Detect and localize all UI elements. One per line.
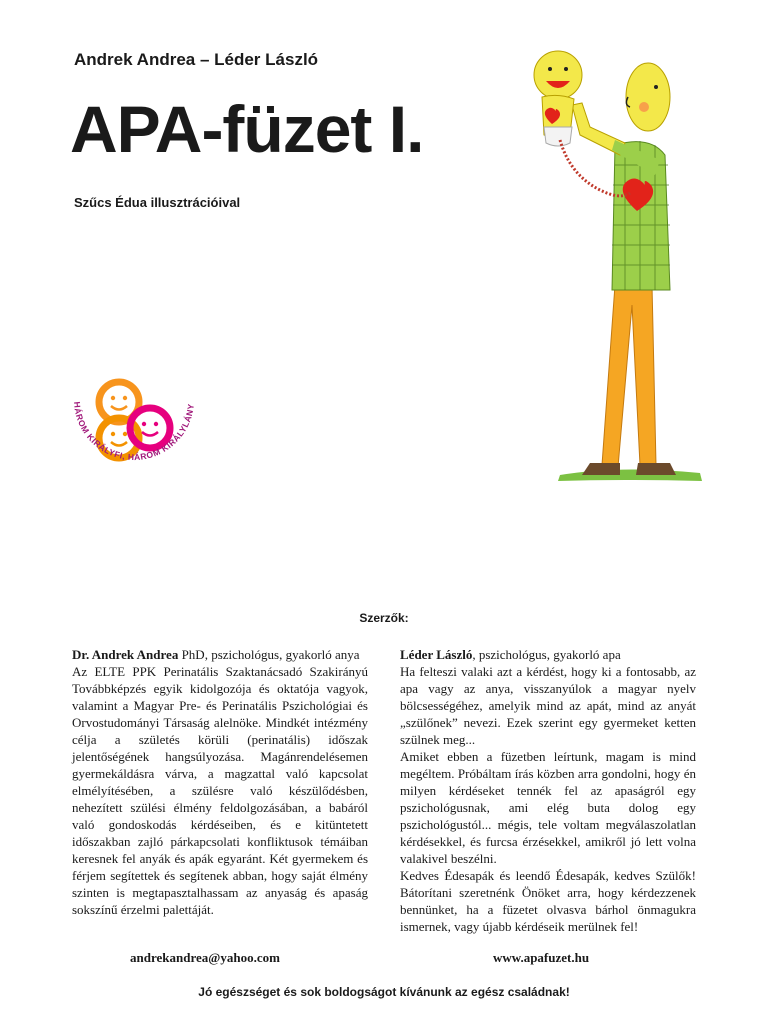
author-name-leder: Léder László	[400, 647, 473, 662]
author-role-andrek: PhD, pszichológus, gyakorló anya	[178, 647, 360, 662]
authors-line: Andrek Andrea – Léder László	[74, 50, 319, 69]
bio-paragraph-1: Ha felteszi valaki azt a kérdést, hogy ki a fontosabb, az apa vagy az anya, visszanyúlok a magyar nyelv bölcsességéhez, amelyik mind az apát, mind az anyát „szülőnek” nevezi. Ezek szerint egy gyermeket ketten szülnek meg...	[400, 664, 696, 747]
bio-text-andrek: Az ELTE PPK Perinatális Szaktanácsadó Szakirányú Továbbképzés egyik kidolgozója és oktatója vagyok, valamint a Magyar Pre- és Perinatális Pszichológiai és Orvostudományi Társaság alelnöke. Mindkét intézmény célja a születés körüli (perinatális) időszak jelentőségének hangsúlyozása. Magánrendelésemen gyermekáldásra várva, a magzattal való kapcsolat elmélyítésében, a szülésre való készülődésben, nehezített szülési élmény feldolgozásában, a babáról való gondoskodás kérdéseiben, és e kitüntetett időszakban zajló párkapcsolati konfliktusok témáiban keresnek fel anyák és apák egyaránt. Két gyermekem és férjem segítettek és segítenek abban, hogy saját élmény szinten is megtapasztalhassam az anyaság és apaság sokszínű érzelmi palettáját.	[72, 664, 368, 917]
page-title: APA-füzet I.	[70, 92, 424, 166]
closing-message: Jó egészséget és sok boldogságot kívánunk az egész családnak!	[198, 985, 570, 999]
authors-section-title: Szerzők:	[359, 611, 409, 625]
author-bio-leder	[400, 646, 696, 935]
father-baby-illustration	[520, 35, 720, 485]
illustrator-credit: Szűcs Édua illusztrációival	[74, 195, 241, 210]
author-bio-andrek	[72, 646, 368, 918]
bio-paragraph-3: Kedves Édesapák és leendő Édesapák, kedves Szülők! Bátorítani szeretnénk Önöket arra, hogy kérdezzenek bennünket, ha a füzetet olvasva bárhol önmagukra ismernek, vagy újabb kérdéseik merülnek fel!	[400, 868, 696, 934]
website-link[interactable]: www.apafuzet.hu	[493, 950, 590, 965]
logo-harom-kiralyfi	[62, 370, 212, 500]
author-name-andrek: Dr. Andrek Andrea	[72, 647, 179, 662]
author-role-leder: , pszichológus, gyakorló apa	[472, 647, 621, 662]
bio-paragraph-2: Amiket ebben a füzetben leírtunk, magam is mind megéltem. Próbáltam írás közben arra gondolni, hogy én milyen kérdéseket tennék fel az apaságról egy pszichológusnak, ami elég buta dolog egy pszichológustól... mégis, tele voltam megválaszolatlan kérdésekkel, és furcsa érzésekkel, amikről jó lett volna valakivel beszélni.	[400, 749, 696, 866]
email-link[interactable]: andrekandrea@yahoo.com	[130, 950, 280, 965]
logo-text: HÁROM KIRÁLYFI, HÁROM KIRÁLYLÁNY	[71, 401, 196, 463]
